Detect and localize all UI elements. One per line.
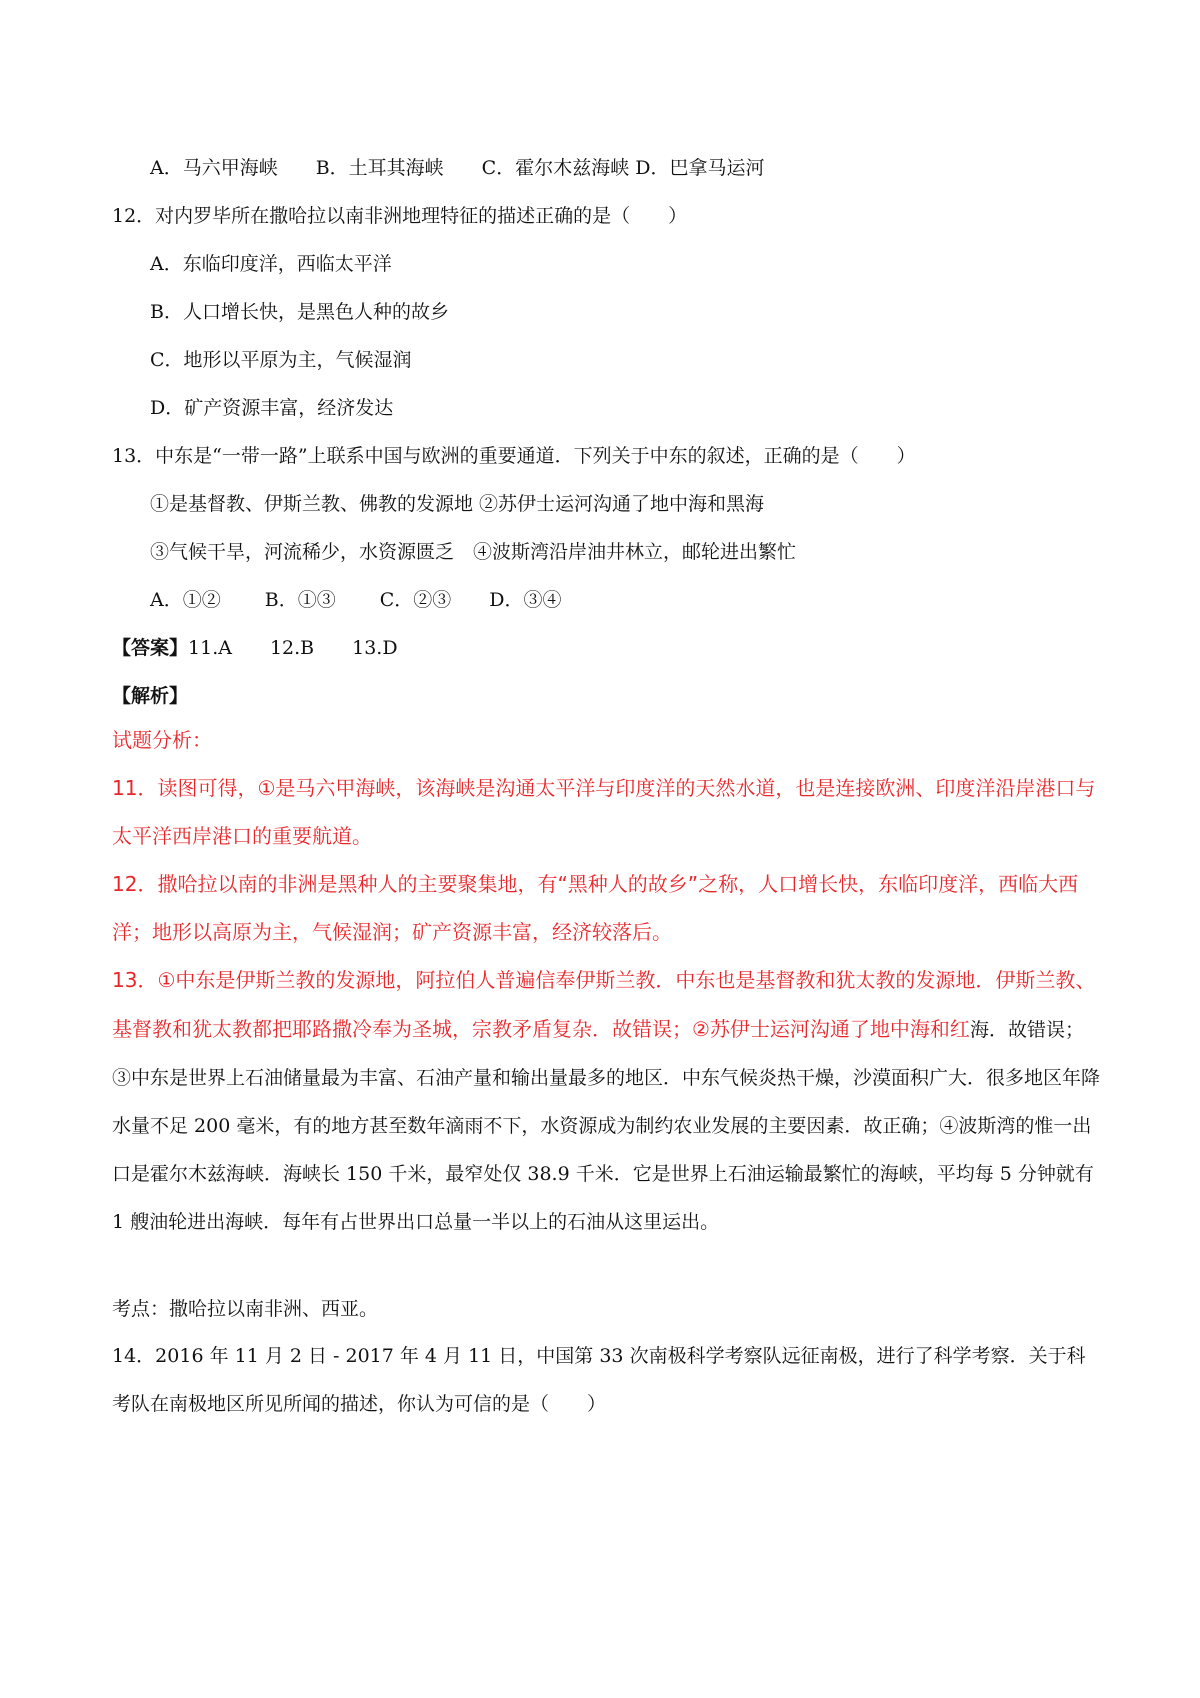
analysis-paragraph-11: 11．读图可得，①是马六甲海峡，该海峡是沟通太平洋与印度洋的天然水道，也是连接欧洲、印度洋沿岸港口与太平洋西岸港口的重要航道。	[112, 776, 1096, 848]
analysis-paragraph-13	[112, 956, 1102, 1246]
kaodian-line: 考点：撒哈拉以南非洲、西亚。	[112, 1298, 379, 1320]
q12-stem: 12．对内罗毕所在撒哈拉以南非洲地理特征的描述正确的是（ ）	[112, 205, 688, 227]
analysis-paragraph-13-highlight: 13．①中东是伊斯兰教的发源地，阿拉伯人普遍信奉伊斯兰教．中东也是基督教和犹太教的发源地．伊斯兰教、基督教和犹太教都把耶路撒冷奉为圣城，宗教矛盾复杂．故错误；②苏伊士运河沟通了地中海和红	[112, 968, 1096, 1041]
q12-option-a: A．东临印度洋，西临太平洋	[150, 253, 392, 275]
q11-options: A．马六甲海峡 B．土耳其海峡 C．霍尔木兹海峡 D．巴拿马运河	[150, 157, 765, 179]
analysis-label: 【解析】	[112, 685, 189, 707]
analysis-title: 试题分析：	[112, 728, 212, 752]
q14-stem: 14．2016 年 11 月 2 日 - 2017 年 4 月 11 日，中国第 33 次南极科学考察队远征南极，进行了科学考察．关于科考队在南极地区所见所闻的描述，你认为可信的是（ ）	[112, 1345, 1086, 1415]
q13-stem: 13．中东是“一带一路”上联系中国与欧洲的重要通道．下列关于中东的叙述，正确的是（ ）	[112, 445, 916, 467]
q13-statements-3-4: ③气候干旱，河流稀少，水资源匮乏 ④波斯湾沿岸油井林立，邮轮进出繁忙	[150, 541, 797, 563]
q13-statements-1-2: ①是基督教、伊斯兰教、佛教的发源地 ②苏伊士运河沟通了地中海和黑海	[150, 493, 765, 515]
answer-label: 【答案】	[112, 637, 189, 659]
q12-option-c: C．地形以平原为主，气候湿润	[150, 349, 412, 371]
answer-line	[112, 635, 398, 661]
q13-options: A．①② B．①③ C．②③ D．③④	[150, 589, 562, 611]
analysis-paragraph-12: 12．撒哈拉以南的非洲是黑种人的主要聚集地，有“黑种人的故乡”之称，人口增长快，东临印度洋，西临大西洋；地形以高原为主，气候湿润；矿产资源丰富，经济较落后。	[112, 872, 1079, 944]
analysis-paragraph-13-rest: 海．故错误；③中东是世界上石油储量最为丰富、石油产量和输出量最多的地区．中东气候炎热干燥，沙漠面积广大．很多地区年降水量不足 200 毫米，有的地方甚至数年滴雨不下，水资源成为制约农业发展的主要因素．故正确；④波斯湾的惟一出口是霍尔木兹海峡．海峡长 150 千米，最窄处仅 38.9 千米．它是世界上石油运输最繁忙的海峡，平均每 5 分钟就有 1 艘油轮进出海峡．每年有占世界出口总量一半以上的石油从这里运出。	[112, 1019, 1101, 1233]
answer-text: 11.A 12.B 13.D	[188, 637, 398, 659]
q12-option-b: B．人口增长快，是黑色人种的故乡	[150, 301, 449, 323]
q12-option-d: D．矿产资源丰富，经济发达	[150, 397, 394, 419]
